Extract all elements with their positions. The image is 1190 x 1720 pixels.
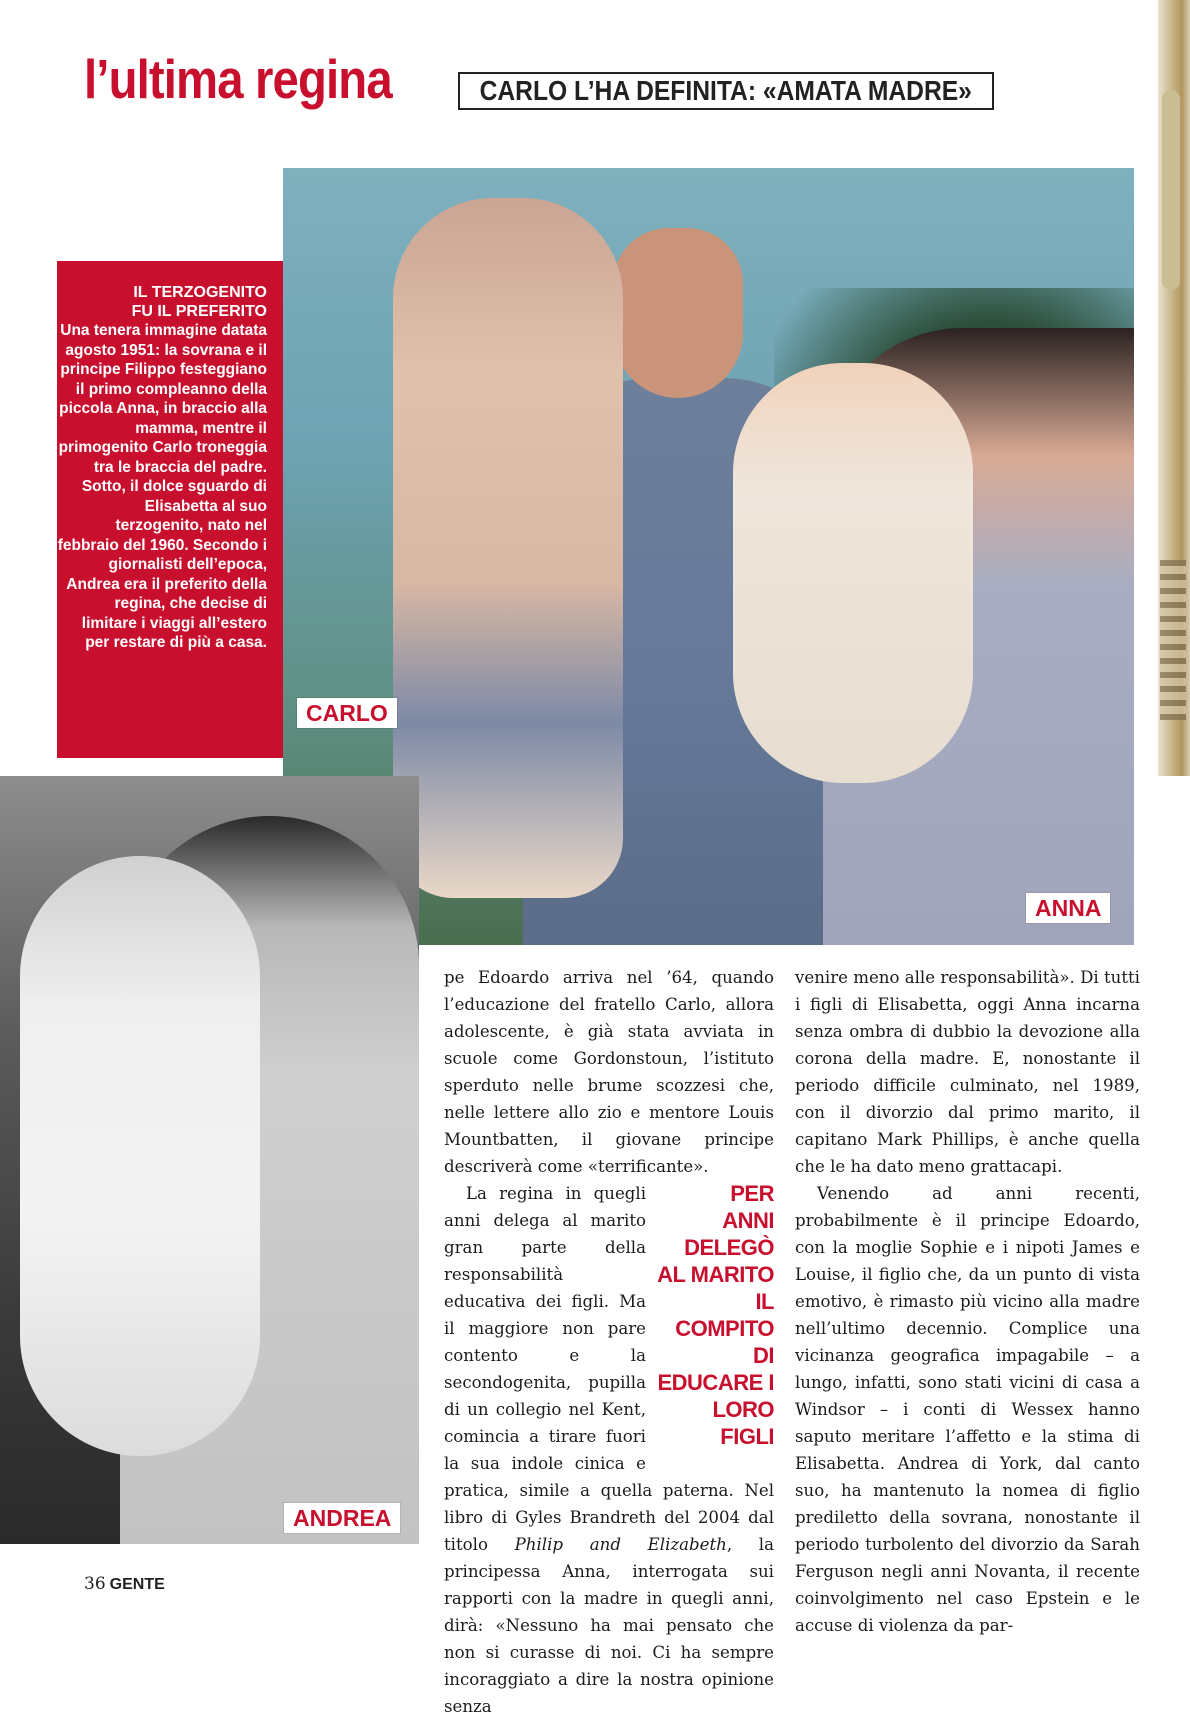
photo-figure-anna bbox=[733, 363, 973, 783]
caption-body: Una tenera immagine datata agosto 1951: la sovrana e il principe Filippo festeggiano il primo compleanno della piccola Anna, in braccio alla mamma, mentre il primogenito Carlo troneggia tra le braccia del padre. Sotto, il dolce sguardo di Elisabetta al suo terzogenito, nato nel febbraio del 1960. Secondo i giornalisti dell’epoca, Andrea era il preferito della regina, che decise di limitare i viaggi all’estero per restare di più a casa. bbox=[57, 322, 267, 651]
label-anna: ANNA bbox=[1026, 893, 1110, 923]
photo-andrea-bw bbox=[0, 776, 419, 1544]
label-andrea: ANDREA bbox=[284, 1503, 400, 1533]
caption-heading-line2: FU IL PREFERITO bbox=[131, 303, 267, 320]
page-folio bbox=[84, 1574, 165, 1594]
photo-figure-andrea bbox=[20, 856, 260, 1456]
caption-heading bbox=[57, 283, 267, 321]
photo-figure-father-head bbox=[613, 228, 743, 398]
photo-figure-carlo bbox=[393, 198, 623, 898]
magazine-brand: GENTE bbox=[109, 1576, 165, 1593]
caption-heading-line1: IL TERZOGENITO bbox=[133, 284, 267, 301]
article-column-1 bbox=[444, 964, 774, 1720]
column2-paragraph-1: venire meno alle responsabilità». Di tutti i figli di Elisabetta, oggi Anna incarna senza ombra di dubbio la devozione alla corona della madre. E, nonostante il periodo difficile culminato, nel 1989, con il divorzio dal primo marito, il capitano Mark Phillips, è anche quella che le ha dato meno grattacapi. bbox=[795, 968, 1140, 1176]
subtitle-box bbox=[458, 72, 994, 110]
photo-caption-box bbox=[57, 261, 283, 758]
adjacent-page-photo-edge bbox=[1158, 0, 1190, 776]
column2-paragraph-2: Venendo ad anni recenti, probabilmente è il principe Edoardo, con la moglie Sophie e i nipoti James e Louise, il figlio che, da un punto di vista emotivo, è rimasto più vicino alla madre nell’ultimo decennio. Complice una vicinanza geografica impagabile – a lungo, infatti, sono stati vicini di casa a Windsor – i conti di Wessex hanno saputo meritare l’affetto e la stima di Elisabetta. Andrea di York, dal canto suo, ha mantenuto la nomea di figlio prediletto della sovrana, nonostante il periodo turbolento del divorzio da Sarah Ferguson negli anni Novanta, il recente coinvolgimento nel caso Epstein e le accuse di violenza da par- bbox=[795, 1184, 1140, 1635]
page-number: 36 bbox=[84, 1574, 106, 1594]
subtitle-text: CARLO L’HA DEFINITA: «AMATA MADRE» bbox=[479, 75, 973, 106]
book-title: Philip and Elizabeth bbox=[514, 1535, 727, 1554]
page-title: l’ultima regina bbox=[84, 48, 392, 110]
column1-paragraph-2-start: La regina in quegli anni delega al marito gran parte della responsabilità educativa dei figli. Ma il maggiore non pare contento e la secondogenita, pupilla di un collegio nel Kent, comincia a tirare fuori la sua indole cinica e pratica, simile a quella paterna. Nel libro di Gyles Brandreth del 2004 dal titolo bbox=[444, 1184, 774, 1554]
pull-quote: PER ANNI DELEGÒ AL MARITO IL COMPITO DI EDUCARE I LORO FIGLI bbox=[657, 1181, 774, 1449]
column1-paragraph-2 bbox=[444, 1180, 774, 1720]
column1-paragraph-1: pe Edoardo arriva nel ’64, quando l’educazione del fratello Carlo, allora adolescente, è già stata avviata in scuole come Gordonstoun, l’istituto sperduto nelle brume scozzesi che, nelle lettere allo zio e mentore Louis Mountbatten, il giovane principe descriverà come «terrificante». bbox=[444, 968, 774, 1176]
label-carlo: CARLO bbox=[297, 698, 397, 728]
column1-paragraph-2-end: , la principessa Anna, interrogata sui rapporti con la madre in quegli anni, dirà: «Nessuno ha mai pensato che non si curasse di noi. Ci ha sempre incoraggiato a dire la nostra opinione senza bbox=[444, 1535, 774, 1716]
article-column-2 bbox=[795, 964, 1140, 1639]
